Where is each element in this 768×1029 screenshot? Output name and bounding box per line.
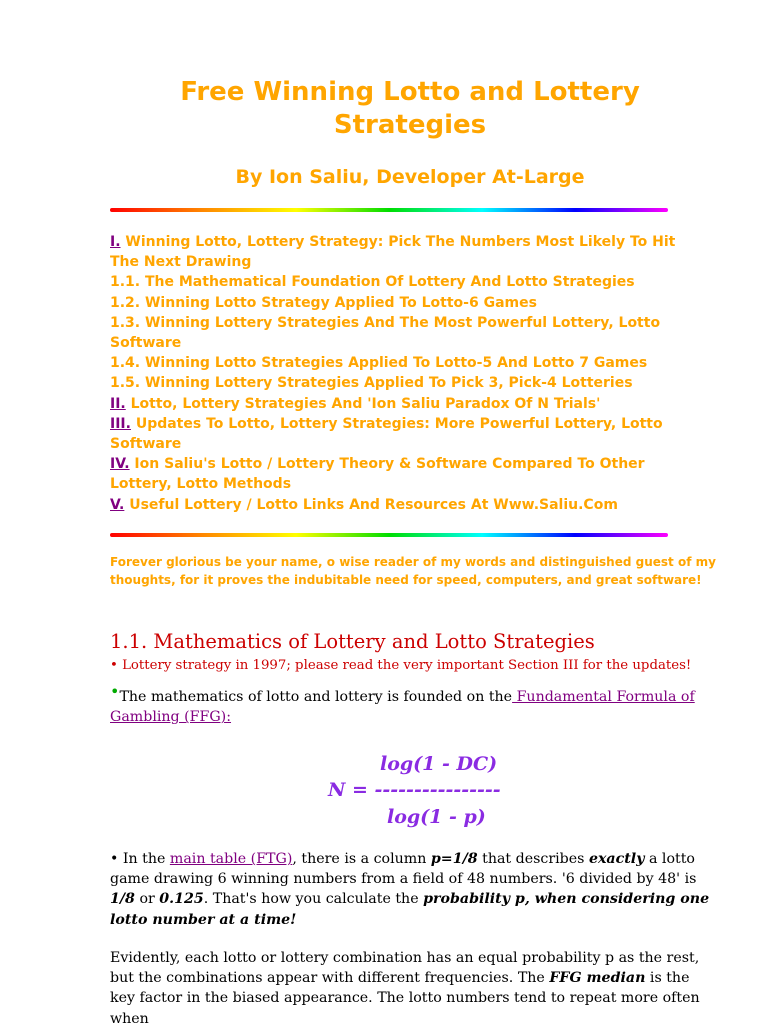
text-span: that describes bbox=[477, 851, 589, 867]
emphasis: 0.125 bbox=[159, 891, 204, 908]
text-span: . That's how you calculate the bbox=[203, 891, 424, 908]
toc-line[interactable] bbox=[110, 313, 710, 333]
ffg-link[interactable]: Fundamental Formula of Gambling (FFG): bbox=[110, 689, 695, 726]
toc-text[interactable]: 1.1. The Mathematical Foundation Of Lottery And Lotto Strategies bbox=[110, 274, 635, 291]
author-byline: By Ion Saliu, Developer At-Large bbox=[235, 166, 585, 188]
section-note: • Lottery strategy in 1997; please read the very important Section III for the updates! bbox=[110, 658, 692, 673]
toc-text[interactable]: 1.2. Winning Lotto Strategy Applied To Lotto-6 Games bbox=[110, 294, 537, 311]
toc-roman-link[interactable]: IV. bbox=[110, 456, 130, 473]
toc-text[interactable]: Updates To Lotto, Lottery Strategies: More Powerful Lottery, Lotto bbox=[130, 415, 663, 432]
toc-line[interactable] bbox=[110, 373, 710, 393]
bullet-icon: • bbox=[110, 682, 120, 701]
toc-line[interactable] bbox=[110, 333, 710, 353]
toc-line[interactable] bbox=[110, 293, 710, 313]
main-table-link[interactable]: main table (FTG) bbox=[169, 851, 293, 867]
rainbow-divider-bottom bbox=[110, 533, 668, 537]
toc-text[interactable]: 1.5. Winning Lottery Strategies Applied To Pick 3, Pick-4 Lotteries bbox=[110, 375, 633, 392]
toc-text[interactable]: 1.4. Winning Lotto Strategies Applied To Lotto-5 And Lotto 7 Games bbox=[110, 355, 648, 372]
toc-line[interactable] bbox=[110, 252, 710, 272]
dedication-quote: Forever glorious be your name, o wise reader of my words and distinguished guest of my thoughts, for it proves the indubitable need for speed, computers, and great software! bbox=[110, 555, 716, 587]
table-of-contents bbox=[110, 232, 710, 515]
page-title: Free Winning Lotto and Lottery Strategies bbox=[180, 77, 640, 140]
toc-roman-link[interactable]: V. bbox=[110, 496, 125, 513]
text-span: , there is a column bbox=[292, 851, 431, 867]
text-span: • In the bbox=[110, 851, 170, 867]
toc-text[interactable]: Ion Saliu's Lotto / Lottery Theory & Software Compared To Other bbox=[129, 456, 645, 473]
toc-text[interactable]: The Next Drawing bbox=[110, 254, 252, 271]
toc-text[interactable]: Winning Lotto, Lottery Strategy: Pick The Numbers Most Likely To Hit bbox=[120, 234, 676, 250]
toc-line[interactable] bbox=[110, 414, 710, 434]
toc-roman-link[interactable]: I. bbox=[110, 234, 121, 250]
rainbow-divider-top bbox=[110, 208, 668, 212]
emphasis: 1/8 bbox=[110, 891, 135, 908]
toc-text[interactable]: Software bbox=[110, 335, 182, 352]
toc-text[interactable]: Lottery, Lotto Methods bbox=[110, 476, 292, 493]
text-span: Evidently, each lotto or lottery combination has an equal probability p as the rest, but the combinations appear with different frequencies. The bbox=[110, 950, 700, 987]
formula-denominator: log(1 - p) bbox=[387, 806, 486, 828]
toc-line[interactable] bbox=[110, 474, 710, 494]
formula-lhs: N = ---------------- bbox=[328, 779, 501, 801]
formula-numerator: log(1 - DC) bbox=[380, 753, 498, 775]
toc-line[interactable] bbox=[110, 454, 710, 474]
toc-line[interactable] bbox=[110, 495, 710, 515]
toc-line[interactable] bbox=[110, 232, 710, 252]
text-span: or bbox=[134, 891, 160, 908]
toc-text[interactable]: 1.3. Winning Lottery Strategies And The Most Powerful Lottery, Lotto bbox=[110, 314, 661, 331]
intro-text: The mathematics of lotto and lottery is founded on the bbox=[119, 689, 513, 705]
toc-line[interactable] bbox=[110, 272, 710, 292]
emphasis: probability p, when considering one lotto number at a time! bbox=[110, 891, 710, 928]
toc-line[interactable] bbox=[110, 394, 710, 414]
toc-roman-link[interactable]: II. bbox=[110, 395, 126, 412]
text-span: is the key factor in the biased appearance. The lotto numbers tend to repeat more often when bbox=[110, 970, 700, 1027]
intro-paragraph bbox=[110, 682, 710, 727]
toc-text[interactable]: Lotto, Lottery Strategies And 'Ion Saliu Paradox Of N Trials' bbox=[125, 395, 601, 412]
toc-line[interactable] bbox=[110, 353, 710, 373]
probability-paragraph bbox=[110, 849, 710, 930]
emphasis: FFG median bbox=[549, 970, 646, 987]
frequency-paragraph bbox=[110, 948, 710, 1029]
emphasis: p=1/8 bbox=[430, 851, 478, 867]
section-title: 1.1. Mathematics of Lottery and Lotto Strategies bbox=[110, 630, 595, 653]
text-span: a lotto game drawing 6 winning numbers from a field of 48 numbers. '6 divided by 48' is bbox=[110, 851, 697, 888]
toc-line[interactable] bbox=[110, 434, 710, 454]
toc-roman-link[interactable]: III. bbox=[110, 415, 131, 432]
toc-text[interactable]: Useful Lottery / Lotto Links And Resources At Www.Saliu.Com bbox=[124, 496, 618, 513]
emphasis: exactly bbox=[588, 851, 645, 867]
toc-text[interactable]: Software bbox=[110, 436, 182, 453]
